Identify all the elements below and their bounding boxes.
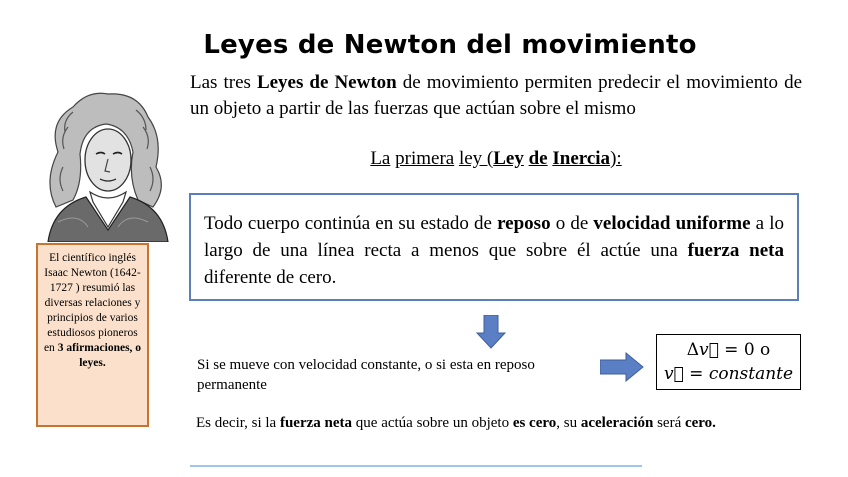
conclusion-b1: fuerza neta (279, 415, 353, 431)
law-text-3: a lo largo de una línea recta a menos que sobre él actúe una (204, 213, 784, 261)
conclusion-t3: , su (556, 415, 581, 431)
conclusion-t1: Es decir, si la (196, 415, 280, 431)
intro-bold: Leyes de Newton (256, 72, 397, 93)
law-bold-1: reposo (497, 213, 551, 234)
delta-symbol: Δ (686, 340, 699, 360)
conclusion-t2: que actúa sobre un objeto (352, 415, 513, 431)
first-law-bold-3: Inercia (552, 148, 611, 169)
formula-eq: = (683, 364, 709, 384)
first-law-bold-2: de (528, 148, 548, 169)
intro-text-2: de movimiento permiten predecir el movimiento de un objeto a partir de las fuerzas que actúan sobre el mismo (190, 72, 802, 119)
conclusion-b3: aceleración (580, 415, 654, 431)
newton-bio-box (36, 243, 149, 427)
law-text-2: o de (550, 213, 594, 234)
bio-bold: 3 afirmaciones, o leyes. (57, 342, 142, 369)
conclusion-text (196, 415, 836, 432)
first-law-end: ): (610, 148, 622, 169)
conclusion-t4: será (653, 415, 685, 431)
arrow-right-icon (600, 352, 644, 382)
formula-constant: constante (708, 364, 794, 384)
conclusion-b4: cero. (684, 415, 716, 431)
page-title: Leyes de Newton del movimiento (203, 30, 697, 60)
first-law-word-3: ley ( (458, 148, 494, 169)
first-law-heading (190, 148, 802, 170)
first-law-bold-1: Ley (493, 148, 524, 169)
velocity-vector-2: v⃗ (663, 364, 684, 384)
law-text-1: Todo cuerpo continúa en su estado de (204, 213, 498, 234)
law-text-4: diferente de cero. (204, 267, 337, 288)
first-law-word-1: La (370, 148, 391, 169)
intro-text-1: Las tres (190, 72, 257, 93)
intro-paragraph (190, 70, 802, 122)
formula-line-1 (657, 338, 800, 362)
formula-box (656, 334, 801, 390)
divider-line (190, 465, 642, 467)
conclusion-b2: es cero (512, 415, 557, 431)
arrow-down-icon (476, 315, 506, 349)
first-law-word-2: primera (395, 148, 455, 169)
velocity-vector: v⃗ (698, 340, 719, 360)
formula-eq-zero: = 0 o (718, 340, 771, 360)
consequence-text: Si se mueve con velocidad constante, o si esta en reposo permanente (197, 357, 535, 393)
bio-text: El científico inglés Isaac Newton (1642-1727 ) resumió las diversas relaciones y principios de varios estudiosos pioneros en (43, 252, 141, 354)
law-statement (204, 210, 784, 291)
formula-line-2 (657, 362, 800, 386)
law-bold-2: velocidad uniforme (593, 213, 751, 234)
law-bold-3: fuerza neta (687, 240, 784, 261)
newton-portrait-icon (28, 82, 178, 242)
